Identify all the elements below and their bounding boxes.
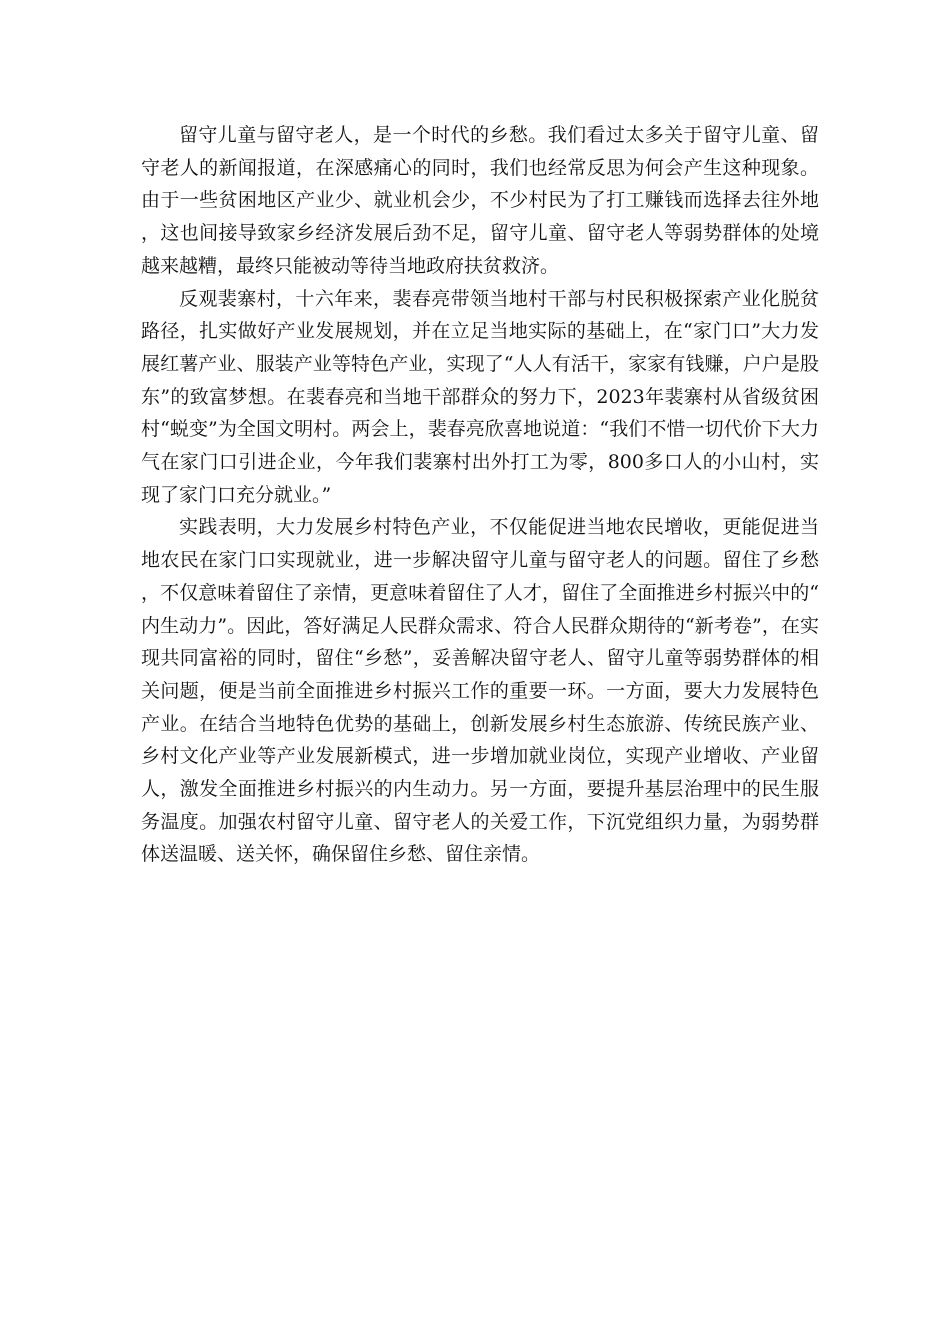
paragraph-3: 实践表明，大力发展乡村特色产业，不仅能促进当地农民增收，更能促进当地农民在家门口实现就业，进一步解决留守儿童与留守老人的问题。留住了乡愁，不仅意味着留住了亲情，更意味着留住了人才，留住了全面推进乡村振兴中的“内生动力”。因此，答好满足人民群众需求、符合人民群众期待的“新考卷”，在实现共同富裕的同时，留住“乡愁”，妥善解决留守老人、留守儿童等弱势群体的相关问题，便是当前全面推进乡村振兴工作的重要一环。一方面，要大力发展特色产业。在结合当地特色优势的基础上，创新发展乡村生态旅游、传统民族产业、乡村文化产业等产业发展新模式，进一步增加就业岗位，实现产业增收、产业留人，激发全面推进乡村振兴的内生动力。另一方面，要提升基层治理中的民生服务温度。加强农村留守儿童、留守老人的关爱工作，下沉党组织力量，为弱势群体送温暖、送关怀，确保留住乡愁、留住亲情。 — [141, 516, 819, 866]
paragraph-2: 反观裴寨村，十六年来，裴春亮带领当地村干部与村民积极探索产业化脱贫路径，扎实做好产业发展规划，并在立足当地实际的基础上，在“家门口”大力发展红薯产业、服装产业等特色产业，实现了“人人有活干，家家有钱赚，户户是股东”的致富梦想。在裴春亮和当地干部群众的努力下，2023年裴寨村从省级贫困村“蜕变”为全国文明村。两会上，裴春亮欣喜地说道：“我们不惜一切代价下大力气在家门口引进企业，今年我们裴寨村出外打工为零，800多口人的小山村，实现了家门口充分就业。” — [141, 287, 819, 506]
article-body — [141, 119, 819, 871]
paragraph-1: 留守儿童与留守老人，是一个时代的乡愁。我们看过太多关于留守儿童、留守老人的新闻报道，在深感痛心的同时，我们也经常反思为何会产生这种现象。由于一些贫困地区产业少、就业机会少，不少村民为了打工赚钱而选择去往外地，这也间接导致家乡经济发展后劲不足，留守儿童、留守老人等弱势群体的处境越来越糟，最终只能被动等待当地政府扶贫救济。 — [141, 124, 819, 277]
